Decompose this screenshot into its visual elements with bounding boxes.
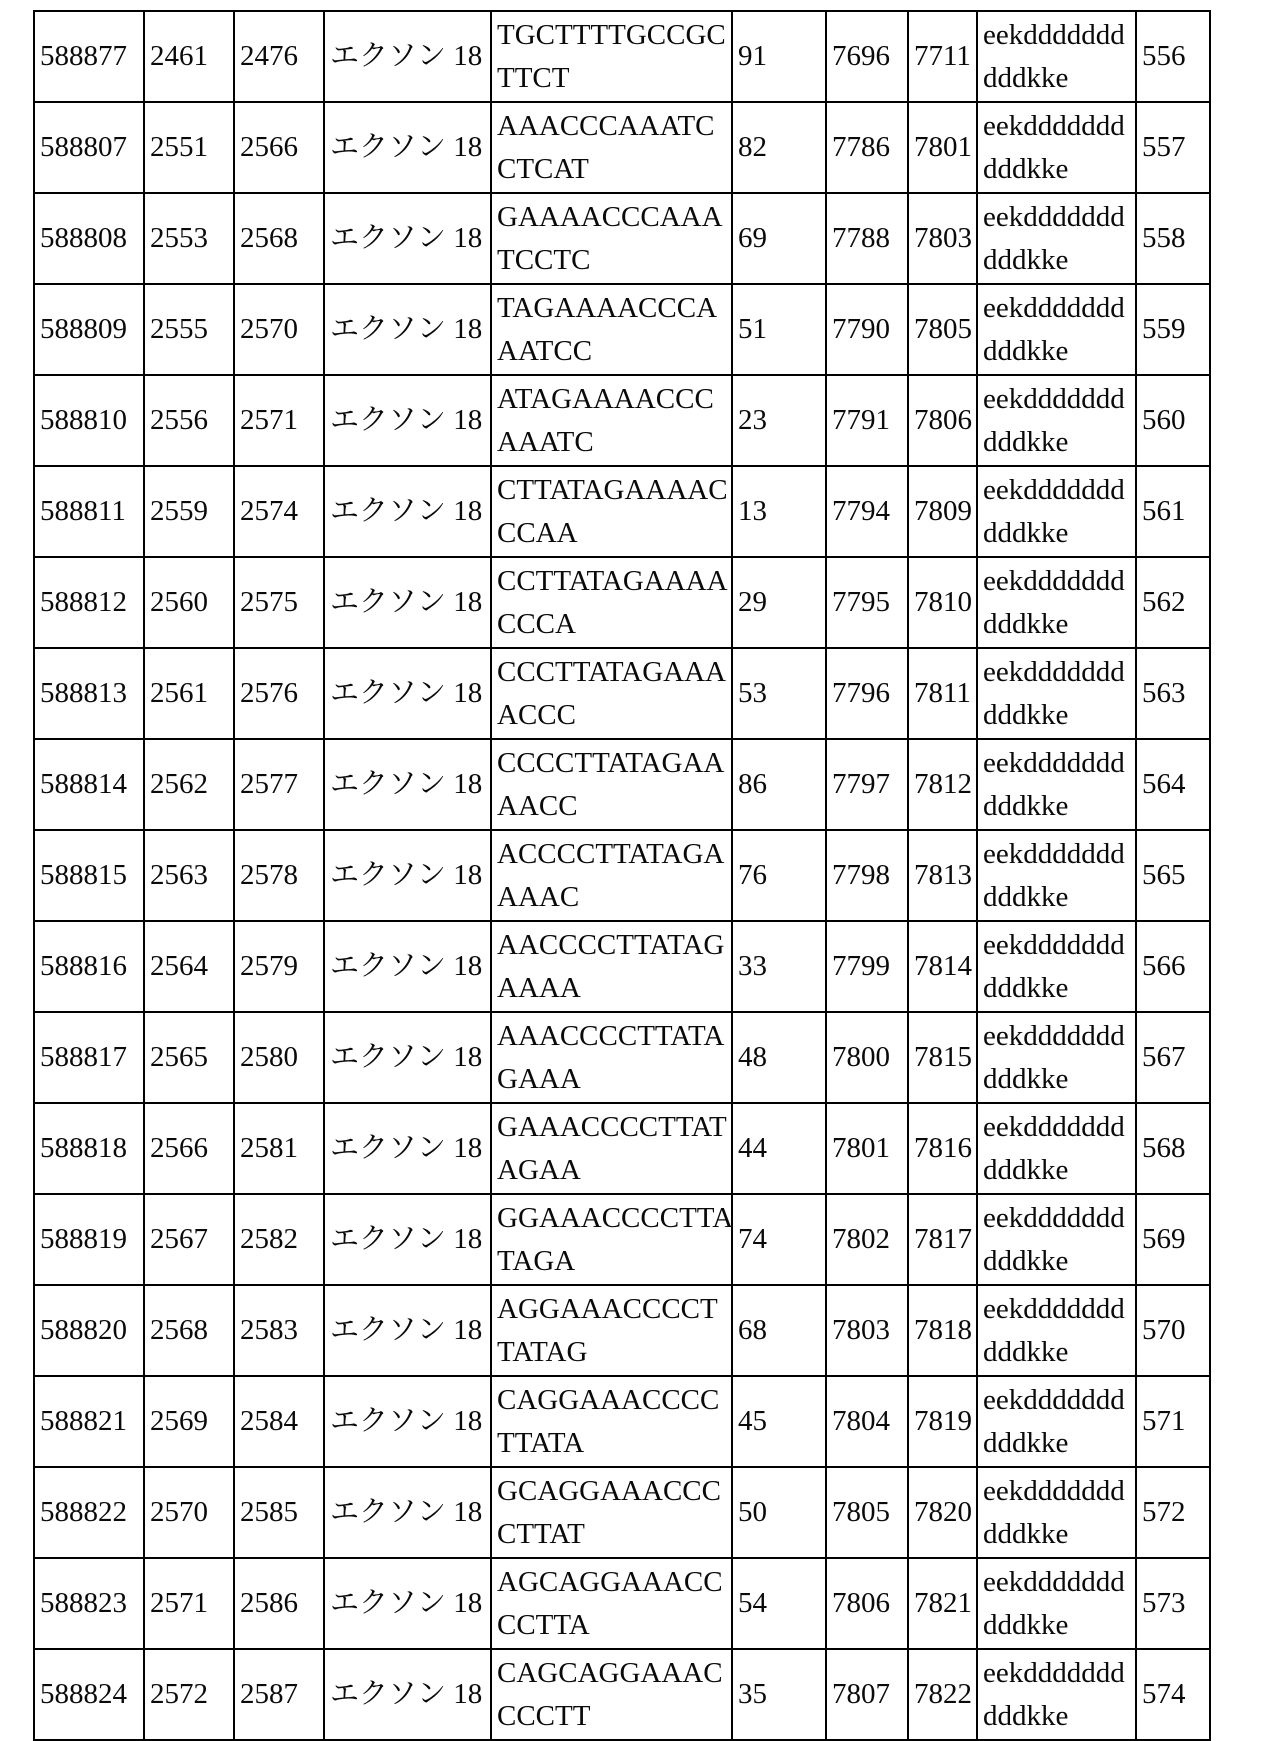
site-stop-cell: 7711 [908, 11, 977, 102]
chemistry-line-2: dddkke [983, 789, 1069, 822]
seq-id-cell: 573 [1136, 1558, 1210, 1649]
inhibition-cell: 68 [732, 1285, 826, 1376]
target-region-cell: エクソン 18 [324, 1285, 491, 1376]
table-row [34, 1012, 1210, 1103]
target-start-cell: 2461 [144, 11, 234, 102]
table-row [34, 11, 1210, 102]
site-stop-cell: 7822 [908, 1649, 977, 1740]
chemistry-line-2: dddkke [983, 698, 1069, 731]
sequence-line-1: GCAGGAAACCC [497, 1475, 721, 1508]
sequence-cell [491, 1103, 732, 1194]
chemistry-line-1: eekddddddd [983, 1384, 1125, 1417]
sequence-cell [491, 739, 732, 830]
site-start-cell: 7790 [826, 284, 908, 375]
table-row [34, 648, 1210, 739]
table-row [34, 1376, 1210, 1467]
compound-id-cell: 588821 [34, 1376, 144, 1467]
oligonucleotide-table [33, 10, 1211, 1741]
target-stop-cell: 2566 [234, 102, 324, 193]
target-region-cell: エクソン 18 [324, 193, 491, 284]
sequence-line-1: ATAGAAAACCC [497, 383, 714, 416]
sequence-line-1: AGGAAACCCCT [497, 1293, 718, 1326]
sequence-line-2: TATAG [497, 1335, 588, 1368]
target-stop-cell: 2476 [234, 11, 324, 102]
chemistry-line-2: dddkke [983, 1062, 1069, 1095]
sequence-cell [491, 830, 732, 921]
site-start-cell: 7794 [826, 466, 908, 557]
site-stop-cell: 7806 [908, 375, 977, 466]
site-start-cell: 7807 [826, 1649, 908, 1740]
table-row [34, 1194, 1210, 1285]
seq-id-cell: 561 [1136, 466, 1210, 557]
target-region-cell: エクソン 18 [324, 739, 491, 830]
chemistry-cell [977, 1194, 1136, 1285]
inhibition-cell: 69 [732, 193, 826, 284]
seq-id-cell: 569 [1136, 1194, 1210, 1285]
compound-id-cell: 588816 [34, 921, 144, 1012]
sequence-line-2: CCTTA [497, 1608, 590, 1641]
target-region-cell: エクソン 18 [324, 1467, 491, 1558]
chemistry-line-2: dddkke [983, 334, 1069, 367]
site-stop-cell: 7814 [908, 921, 977, 1012]
seq-id-cell: 572 [1136, 1467, 1210, 1558]
site-stop-cell: 7809 [908, 466, 977, 557]
compound-id-cell: 588877 [34, 11, 144, 102]
target-region-cell: エクソン 18 [324, 466, 491, 557]
table-row [34, 1103, 1210, 1194]
site-start-cell: 7802 [826, 1194, 908, 1285]
compound-id-cell: 588810 [34, 375, 144, 466]
seq-id-cell: 567 [1136, 1012, 1210, 1103]
table-row [34, 557, 1210, 648]
site-start-cell: 7786 [826, 102, 908, 193]
table-row [34, 921, 1210, 1012]
target-start-cell: 2566 [144, 1103, 234, 1194]
site-start-cell: 7791 [826, 375, 908, 466]
site-start-cell: 7798 [826, 830, 908, 921]
site-start-cell: 7799 [826, 921, 908, 1012]
target-region-cell: エクソン 18 [324, 1558, 491, 1649]
chemistry-line-1: eekddddddd [983, 1566, 1125, 1599]
seq-id-cell: 563 [1136, 648, 1210, 739]
sequence-line-1: GAAAACCCAAA [497, 201, 723, 234]
target-region-cell: エクソン 18 [324, 284, 491, 375]
site-start-cell: 7795 [826, 557, 908, 648]
chemistry-line-1: eekddddddd [983, 929, 1125, 962]
target-start-cell: 2568 [144, 1285, 234, 1376]
seq-id-cell: 556 [1136, 11, 1210, 102]
sequence-line-2: TTATA [497, 1426, 585, 1459]
sequence-line-1: CTTATAGAAAAC [497, 474, 728, 507]
chemistry-line-2: dddkke [983, 971, 1069, 1004]
target-stop-cell: 2583 [234, 1285, 324, 1376]
chemistry-cell [977, 466, 1136, 557]
sequence-line-2: AAAA [497, 971, 581, 1004]
target-stop-cell: 2579 [234, 921, 324, 1012]
chemistry-cell [977, 375, 1136, 466]
site-start-cell: 7801 [826, 1103, 908, 1194]
site-start-cell: 7796 [826, 648, 908, 739]
seq-id-cell: 571 [1136, 1376, 1210, 1467]
chemistry-cell [977, 1285, 1136, 1376]
site-stop-cell: 7801 [908, 102, 977, 193]
chemistry-line-2: dddkke [983, 152, 1069, 185]
target-start-cell: 2571 [144, 1558, 234, 1649]
sequence-cell [491, 375, 732, 466]
target-stop-cell: 2582 [234, 1194, 324, 1285]
target-stop-cell: 2568 [234, 193, 324, 284]
chemistry-cell [977, 1103, 1136, 1194]
target-start-cell: 2567 [144, 1194, 234, 1285]
table-row [34, 739, 1210, 830]
chemistry-line-2: dddkke [983, 516, 1069, 549]
sequence-cell [491, 648, 732, 739]
chemistry-line-2: dddkke [983, 1335, 1069, 1368]
sequence-line-2: CCAA [497, 516, 578, 549]
seq-id-cell: 574 [1136, 1649, 1210, 1740]
seq-id-cell: 564 [1136, 739, 1210, 830]
sequence-line-2: CCCTT [497, 1699, 591, 1732]
target-region-cell: エクソン 18 [324, 648, 491, 739]
sequence-line-1: AAACCCAAATC [497, 110, 715, 143]
target-region-cell: エクソン 18 [324, 1376, 491, 1467]
inhibition-cell: 48 [732, 1012, 826, 1103]
target-stop-cell: 2581 [234, 1103, 324, 1194]
chemistry-line-2: dddkke [983, 61, 1069, 94]
inhibition-cell: 82 [732, 102, 826, 193]
chemistry-line-1: eekddddddd [983, 747, 1125, 780]
chemistry-line-2: dddkke [983, 1244, 1069, 1277]
chemistry-line-1: eekddddddd [983, 1657, 1125, 1690]
table-row [34, 1558, 1210, 1649]
target-region-cell: エクソン 18 [324, 11, 491, 102]
site-stop-cell: 7810 [908, 557, 977, 648]
target-stop-cell: 2578 [234, 830, 324, 921]
table-row [34, 1467, 1210, 1558]
chemistry-line-1: eekddddddd [983, 1020, 1125, 1053]
target-start-cell: 2565 [144, 1012, 234, 1103]
sequence-cell [491, 1376, 732, 1467]
site-start-cell: 7800 [826, 1012, 908, 1103]
seq-id-cell: 557 [1136, 102, 1210, 193]
chemistry-cell [977, 1012, 1136, 1103]
sequence-cell [491, 1012, 732, 1103]
inhibition-cell: 86 [732, 739, 826, 830]
chemistry-cell [977, 1467, 1136, 1558]
seq-id-cell: 568 [1136, 1103, 1210, 1194]
chemistry-line-2: dddkke [983, 1517, 1069, 1550]
site-stop-cell: 7817 [908, 1194, 977, 1285]
target-region-cell: エクソン 18 [324, 830, 491, 921]
sequence-line-1: CAGCAGGAAAC [497, 1657, 723, 1690]
chemistry-cell [977, 1558, 1136, 1649]
target-stop-cell: 2584 [234, 1376, 324, 1467]
sequence-line-2: TAGA [497, 1244, 576, 1277]
table-row [34, 193, 1210, 284]
target-stop-cell: 2585 [234, 1467, 324, 1558]
table-row [34, 284, 1210, 375]
target-region-cell: エクソン 18 [324, 1649, 491, 1740]
sequence-line-1: CAGGAAACCCC [497, 1384, 720, 1417]
chemistry-cell [977, 921, 1136, 1012]
chemistry-line-1: eekddddddd [983, 1475, 1125, 1508]
inhibition-cell: 45 [732, 1376, 826, 1467]
chemistry-line-1: eekddddddd [983, 19, 1125, 52]
chemistry-line-1: eekddddddd [983, 565, 1125, 598]
sequence-cell [491, 284, 732, 375]
sequence-cell [491, 921, 732, 1012]
sequence-cell [491, 1467, 732, 1558]
chemistry-cell [977, 557, 1136, 648]
sequence-line-2: TTCT [497, 61, 570, 94]
sequence-cell [491, 466, 732, 557]
chemistry-line-1: eekddddddd [983, 1111, 1125, 1144]
compound-id-cell: 588811 [34, 466, 144, 557]
sequence-line-2: AAATC [497, 425, 594, 458]
compound-id-cell: 588817 [34, 1012, 144, 1103]
target-region-cell: エクソン 18 [324, 1194, 491, 1285]
sequence-cell [491, 1285, 732, 1376]
target-region-cell: エクソン 18 [324, 921, 491, 1012]
seq-id-cell: 570 [1136, 1285, 1210, 1376]
table-body [34, 11, 1210, 1740]
target-region-cell: エクソン 18 [324, 1103, 491, 1194]
sequence-line-2: AGAA [497, 1153, 581, 1186]
compound-id-cell: 588814 [34, 739, 144, 830]
sequence-line-2: CTCAT [497, 152, 589, 185]
site-stop-cell: 7821 [908, 1558, 977, 1649]
chemistry-line-2: dddkke [983, 1426, 1069, 1459]
chemistry-line-1: eekddddddd [983, 1293, 1125, 1326]
target-region-cell: エクソン 18 [324, 102, 491, 193]
chemistry-line-2: dddkke [983, 425, 1069, 458]
chemistry-line-2: dddkke [983, 880, 1069, 913]
inhibition-cell: 51 [732, 284, 826, 375]
seq-id-cell: 558 [1136, 193, 1210, 284]
site-start-cell: 7805 [826, 1467, 908, 1558]
compound-id-cell: 588819 [34, 1194, 144, 1285]
seq-id-cell: 560 [1136, 375, 1210, 466]
target-start-cell: 2562 [144, 739, 234, 830]
site-start-cell: 7696 [826, 11, 908, 102]
chemistry-line-1: eekddddddd [983, 292, 1125, 325]
chemistry-line-1: eekddddddd [983, 838, 1125, 871]
target-region-cell: エクソン 18 [324, 375, 491, 466]
chemistry-cell [977, 830, 1136, 921]
target-stop-cell: 2586 [234, 1558, 324, 1649]
target-stop-cell: 2580 [234, 1012, 324, 1103]
target-start-cell: 2569 [144, 1376, 234, 1467]
inhibition-cell: 35 [732, 1649, 826, 1740]
site-stop-cell: 7815 [908, 1012, 977, 1103]
chemistry-line-1: eekddddddd [983, 201, 1125, 234]
chemistry-line-2: dddkke [983, 607, 1069, 640]
chemistry-cell [977, 11, 1136, 102]
target-stop-cell: 2576 [234, 648, 324, 739]
chemistry-line-1: eekddddddd [983, 1202, 1125, 1235]
sequence-cell [491, 11, 732, 102]
seq-id-cell: 566 [1136, 921, 1210, 1012]
chemistry-cell [977, 648, 1136, 739]
inhibition-cell: 91 [732, 11, 826, 102]
sequence-line-1: AGCAGGAAACC [497, 1566, 723, 1599]
site-stop-cell: 7811 [908, 648, 977, 739]
sequence-cell [491, 1194, 732, 1285]
inhibition-cell: 54 [732, 1558, 826, 1649]
sequence-line-1: TAGAAAACCCA [497, 292, 718, 325]
site-stop-cell: 7816 [908, 1103, 977, 1194]
target-start-cell: 2561 [144, 648, 234, 739]
site-start-cell: 7803 [826, 1285, 908, 1376]
table-row [34, 830, 1210, 921]
target-start-cell: 2556 [144, 375, 234, 466]
compound-id-cell: 588818 [34, 1103, 144, 1194]
site-stop-cell: 7803 [908, 193, 977, 284]
sequence-line-1: GGAAACCCCTTA [497, 1202, 734, 1235]
compound-id-cell: 588822 [34, 1467, 144, 1558]
chemistry-cell [977, 193, 1136, 284]
compound-id-cell: 588807 [34, 102, 144, 193]
compound-id-cell: 588808 [34, 193, 144, 284]
inhibition-cell: 29 [732, 557, 826, 648]
sequence-line-1: AAACCCCTTATA [497, 1020, 725, 1053]
seq-id-cell: 562 [1136, 557, 1210, 648]
chemistry-line-2: dddkke [983, 243, 1069, 276]
inhibition-cell: 23 [732, 375, 826, 466]
sequence-line-2: CTTAT [497, 1517, 585, 1550]
sequence-line-1: CCCTTATAGAAA [497, 656, 726, 689]
site-stop-cell: 7818 [908, 1285, 977, 1376]
target-stop-cell: 2587 [234, 1649, 324, 1740]
sequence-cell [491, 557, 732, 648]
target-start-cell: 2570 [144, 1467, 234, 1558]
inhibition-cell: 53 [732, 648, 826, 739]
chemistry-cell [977, 1376, 1136, 1467]
sequence-line-2: GAAA [497, 1062, 581, 1095]
inhibition-cell: 13 [732, 466, 826, 557]
target-start-cell: 2553 [144, 193, 234, 284]
target-start-cell: 2559 [144, 466, 234, 557]
sequence-line-2: TCCTC [497, 243, 591, 276]
inhibition-cell: 76 [732, 830, 826, 921]
sequence-line-1: GAAACCCCTTAT [497, 1111, 727, 1144]
target-start-cell: 2563 [144, 830, 234, 921]
site-start-cell: 7804 [826, 1376, 908, 1467]
chemistry-line-1: eekddddddd [983, 110, 1125, 143]
table-row [34, 1649, 1210, 1740]
target-stop-cell: 2577 [234, 739, 324, 830]
chemistry-cell [977, 102, 1136, 193]
target-region-cell: エクソン 18 [324, 557, 491, 648]
inhibition-cell: 33 [732, 921, 826, 1012]
table-row [34, 1285, 1210, 1376]
chemistry-cell [977, 739, 1136, 830]
site-start-cell: 7788 [826, 193, 908, 284]
table-row [34, 102, 1210, 193]
compound-id-cell: 588813 [34, 648, 144, 739]
target-start-cell: 2560 [144, 557, 234, 648]
site-stop-cell: 7812 [908, 739, 977, 830]
compound-id-cell: 588823 [34, 1558, 144, 1649]
chemistry-line-2: dddkke [983, 1153, 1069, 1186]
inhibition-cell: 50 [732, 1467, 826, 1558]
sequence-cell [491, 102, 732, 193]
site-stop-cell: 7819 [908, 1376, 977, 1467]
site-stop-cell: 7820 [908, 1467, 977, 1558]
sequence-line-1: CCCCTTATAGAA [497, 747, 725, 780]
table-row [34, 375, 1210, 466]
site-start-cell: 7806 [826, 1558, 908, 1649]
chemistry-cell [977, 1649, 1136, 1740]
target-region-cell: エクソン 18 [324, 1012, 491, 1103]
compound-id-cell: 588809 [34, 284, 144, 375]
target-stop-cell: 2574 [234, 466, 324, 557]
target-start-cell: 2564 [144, 921, 234, 1012]
sequence-line-2: AATCC [497, 334, 593, 367]
sequence-line-2: CCCA [497, 607, 576, 640]
sequence-line-2: AACC [497, 789, 578, 822]
compound-id-cell: 588820 [34, 1285, 144, 1376]
sequence-line-1: CCTTATAGAAAA [497, 565, 728, 598]
chemistry-line-2: dddkke [983, 1608, 1069, 1641]
target-start-cell: 2572 [144, 1649, 234, 1740]
target-stop-cell: 2575 [234, 557, 324, 648]
site-stop-cell: 7813 [908, 830, 977, 921]
seq-id-cell: 565 [1136, 830, 1210, 921]
sequence-line-1: TGCTTTTGCCGC [497, 19, 726, 52]
site-stop-cell: 7805 [908, 284, 977, 375]
site-start-cell: 7797 [826, 739, 908, 830]
sequence-cell [491, 193, 732, 284]
target-start-cell: 2555 [144, 284, 234, 375]
inhibition-cell: 74 [732, 1194, 826, 1285]
sequence-line-2: AAAC [497, 880, 580, 913]
chemistry-line-1: eekddddddd [983, 656, 1125, 689]
table-row [34, 466, 1210, 557]
target-stop-cell: 2571 [234, 375, 324, 466]
target-start-cell: 2551 [144, 102, 234, 193]
chemistry-line-2: dddkke [983, 1699, 1069, 1732]
compound-id-cell: 588812 [34, 557, 144, 648]
target-stop-cell: 2570 [234, 284, 324, 375]
sequence-line-1: AACCCCTTATAG [497, 929, 725, 962]
compound-id-cell: 588824 [34, 1649, 144, 1740]
chemistry-line-1: eekddddddd [983, 383, 1125, 416]
compound-id-cell: 588815 [34, 830, 144, 921]
inhibition-cell: 44 [732, 1103, 826, 1194]
seq-id-cell: 559 [1136, 284, 1210, 375]
sequence-cell [491, 1558, 732, 1649]
sequence-line-1: ACCCCTTATAGA [497, 838, 725, 871]
chemistry-cell [977, 284, 1136, 375]
sequence-cell [491, 1649, 732, 1740]
chemistry-line-1: eekddddddd [983, 474, 1125, 507]
sequence-line-2: ACCC [497, 698, 576, 731]
